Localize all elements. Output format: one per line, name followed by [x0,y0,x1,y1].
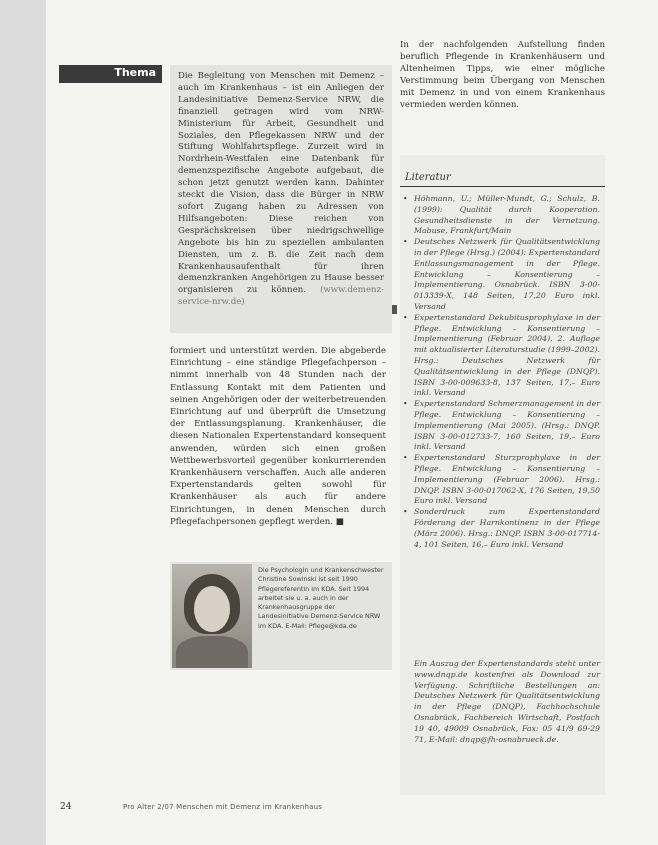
info-box-text [170,65,392,315]
box-marker [392,305,397,314]
footer-text: Pro Alter 2/07 Menschen mit Demenz im Krankenhaus [123,803,323,811]
section-tab-label: Thema [114,66,156,79]
author-bio [170,562,392,670]
literature-title: Literatur [405,172,451,183]
literature-item: • Expertenstandard Dekubitusprophylaxe in der Pflege. Entwicklung – Konsentierung – Implementierung (Februar 2004). 2. Auflage mit aktualisierter Literaturstudie (1999–2002). Hrsg.: Deutsches Netzwerk für Qualitätsentwicklung in der Pflege (DNQP). ISBN 3-00-009633-8, 137 Seiten, 17,– Euro inkl. Versand [402,313,600,399]
literature-item: • Expertenstandard Schmerzmanagement in der Pflege. Entwicklung – Konsentierung – Implementierung (Mai 2005). (Hrsg.: DNQP. ISBN 3-00-012733-7, 160 Seiten, 19,– Euro inkl. Versand [402,399,600,453]
literature-item: • Sonderdruck zum Expertenstandard Förderung der Harnkontinenz in der Pflege (März 2006). Hrsg.: DNQP. ISBN 3-00-017714-4, 101 Seiten, 16,– Euro inkl. Versand [402,507,600,550]
intro-text: In der nachfolgenden Aufstellung finden beruflich Pflegende in Krankenhäusern und Altenheimen Tipps, wie einer mögliche Verstimmung beim Übergang von Menschen mit Demenz in und von einem Krankenhaus vermieden werden können. [400,40,605,110]
section-tab [59,65,162,83]
page-number: 24 [60,802,72,812]
info-box [170,65,392,333]
literature-note: Ein Auszug der Expertenstandards steht unter www.dnqp.de kostenfrei als Download zur Verfügung. Schriftliche Bestellungen an: Deutsches Netzwerk für Qualitätsentwicklung in der Pflege (DNQP), Fachhochschule Osnabrück, Fachbereich Wirtschaft, Postfach 19 40, 49009 Osnabrück, Fax: 05 41/9 69-29 71, E-Mail: dnqp@fh-osnabrueck.de. [414,659,600,744]
left-body-text: formiert und unterstützt werden. Die abgeberde Einrichtung – eine ständige Pflegefachperson – nimmt innerhalb von 48 Stunden nach der Entlassung Kontakt mit dem Patienten und seinen Angehörigen oder der weiterbetreuenden Einrichtung auf und überprüft die Umsetzung der Entlassungsplanung. Krankenhäuser, die diesen Nationalen Expertenstandard konsequent anwenden, würden sich einen großen Wettbewerbsvorteil gegenüber konkurrierenden Krankenhäusern verschaffen. Auch alle anderen Expertenstandards gelten sowohl für Krankenhäuser als auch für andere Einrichtungen, in denen Menschen durch Pflegefachpersonen gepflegt werden. ■ [170,346,386,527]
info-box-url: (www.demenz-service-nrw.de) [178,285,384,308]
literature-list [402,194,600,550]
right-column [400,40,605,111]
literature-divider [400,186,605,187]
literature-item: • Deutsches Netzwerk für Qualitätsentwicklung in der Pflege (Hrsg.) (2004): Expertenstandard Entlassungsmanagement in der Pflege. Entwicklung – Konsentierung – Implementierung. Osnabrück. ISBN 3-00-013339-X, 148 Seiten, 17,20 Euro inkl. Versand [402,237,600,313]
author-photo [172,564,252,668]
author-bio-text: Die Psychologin und Krankenschwester Christine Sowinski ist seit 1990 Pflegereferentin im KDA. Seit 1994 arbeitet sie u. a. auch in der Krankenhausgruppe der Landesinitiative Demenz-Service NRW im KDA. E-Mail: Pflege@kda.de [258,566,384,630]
literature-item: • Expertenstandard Sturzprophylaxe in der Pflege. Entwicklung – Konsentierung – Implementierung (Februar 2006). Hrsg.: DNQP. ISBN 3-00-017062-X, 176 Seiten, 19,50 Euro inkl. Versand [402,453,600,507]
literature-item: • Höhmann, U.; Müller-Mundt, G.; Schulz, B. (1999): Qualität durch Kooperation. Gesundheitsdienste in der Vernetzung. Mabuse, Frankfurt/Main [402,194,600,237]
info-box-body: Die Begleitung von Menschen mit Demenz – auch im Krankenhaus – ist ein Anliegen der Landesinitiative Demenz-Service NRW, die finanziell getragen wird vom NRW-Ministerium für Arbeit, Gesundheit und Soziales, den Pflegekassen NRW und der Stiftung Wohlfahrtspflege. Zurzeit wird in Nordrhein-Westfalen eine Datenbank für demenzspezifische Angebote aufgebaut, die schon jetzt genutzt werden kann. Dahinter steckt die Vision, dass die Bürger in NRW sofort Zugang haben zu Adressen von Hilfsangeboten: Diese reichen von Gesprächskreisen über niedrigschwellige Angebote bis hin zu speziellen ambulanten Diensten, um z. B. die Zeit nach dem Krankenhausaufenthalt für ihren demenzkranken Angehörigen zu Hause besser organisieren zu können. [178,71,384,296]
